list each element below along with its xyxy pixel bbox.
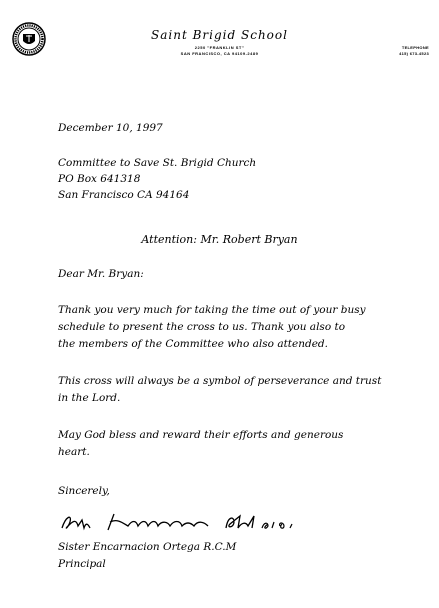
body-line: schedule to present the cross to us. Thank you also to — [58, 321, 346, 333]
signer-title: Principal — [58, 558, 106, 570]
signer-name: Sister Encarnacion Ortega R.C.M — [58, 541, 237, 553]
letterhead-address-street: 2250 "FRANKLIN ST" — [194, 45, 245, 50]
letter-date: December 10, 1997 — [58, 122, 163, 134]
salutation: Dear Mr. Bryan: — [58, 268, 144, 280]
recipient-line: Committee to Save St. Brigid Church — [58, 157, 257, 169]
body-line: the members of the Committee who also attended. — [58, 338, 328, 350]
recipient-line: San Francisco CA 94164 — [58, 189, 190, 201]
letterhead-telephone-number: 415) 673-4523 — [399, 51, 429, 56]
body-line: This cross will always be a symbol of perseverance and trust — [58, 375, 382, 387]
recipient-line: PO Box 641318 — [58, 173, 141, 185]
closing: Sincerely, — [58, 485, 110, 497]
body-line: in the Lord. — [58, 392, 121, 404]
signature-image — [58, 508, 308, 534]
school-name: Saint Brigid School — [151, 28, 288, 42]
body-line: May God bless and reward their efforts and generous — [58, 429, 344, 441]
attention-line: Attention: Mr. Robert Bryan — [141, 233, 298, 246]
body-line: Thank you very much for taking the time out of your busy — [58, 304, 366, 316]
letterhead-telephone-label: TELEPHONE — [401, 45, 429, 50]
body-line: heart. — [58, 446, 90, 458]
letterhead-address-city: SAN FRANCISCO, CA 94109-2489 — [180, 51, 259, 56]
